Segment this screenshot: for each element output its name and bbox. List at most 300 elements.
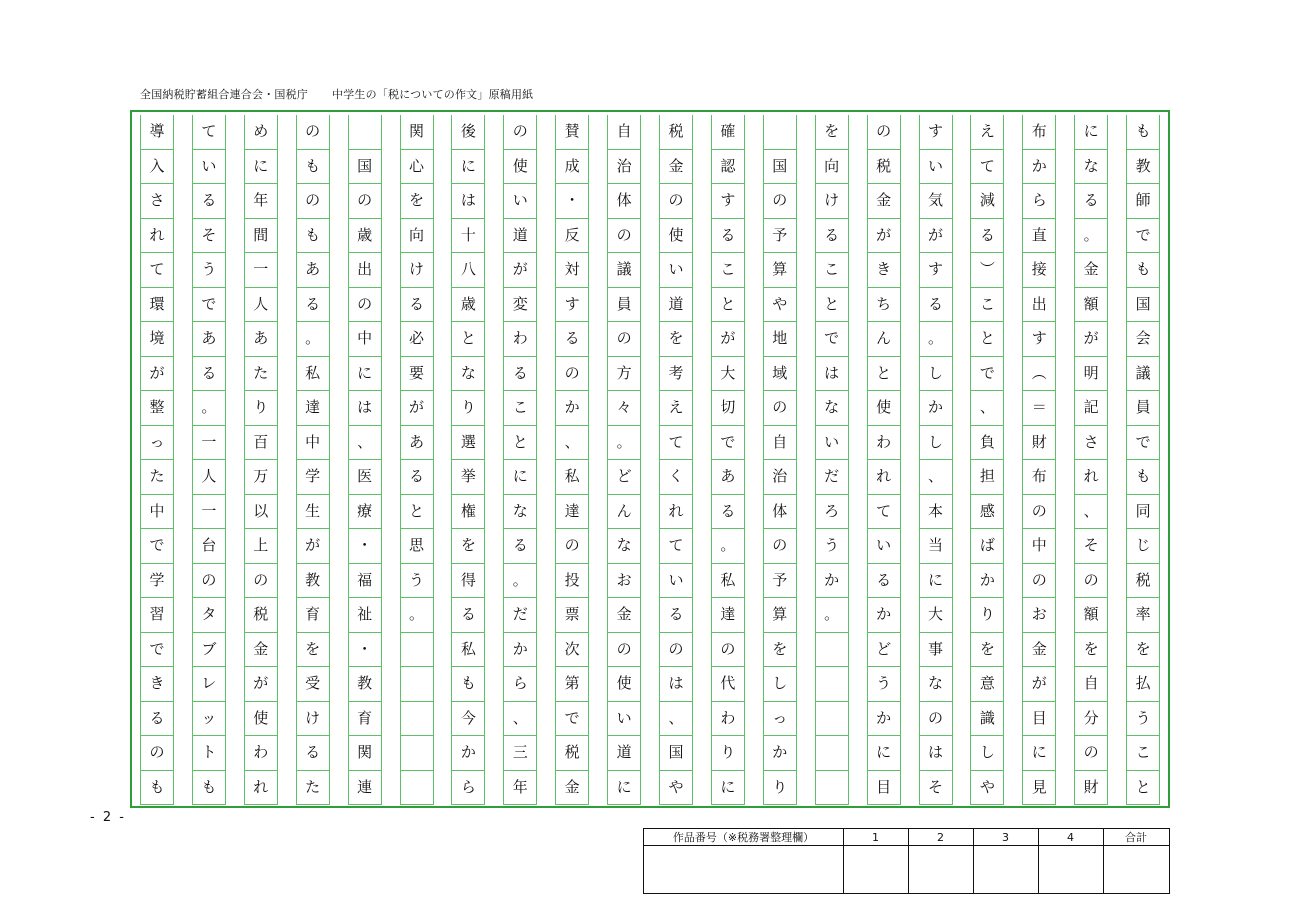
manuscript-cell: 育 [349,702,381,737]
manuscript-cell: ど [608,460,640,495]
manuscript-cell: や [971,771,1003,806]
manuscript-cell: し [920,357,952,392]
manuscript-cell: 治 [764,460,796,495]
manuscript-cell: が [712,322,744,357]
manuscript-cell: る [504,357,536,392]
manuscript-cell: に [608,771,640,806]
manuscript-cell: か [1023,150,1055,185]
manuscript-cell: の [141,736,173,771]
manuscript-grid [130,110,1170,808]
manuscript-cell: 中 [1023,529,1055,564]
manuscript-cell: 分 [1075,702,1107,737]
manuscript-cell: い [868,529,900,564]
manuscript-cell: 金 [608,598,640,633]
manuscript-cell: 中 [141,495,173,530]
manuscript-cell: し [764,667,796,702]
manuscript-cell: 反 [556,219,588,254]
manuscript-cell: 担 [971,460,1003,495]
manuscript-cell: 算 [764,253,796,288]
manuscript-cell: 思 [401,529,433,564]
manuscript-cell: る [816,219,848,254]
manuscript-cell: 療 [349,495,381,530]
manuscript-cell: 国 [1127,288,1159,323]
manuscript-cell: に [868,736,900,771]
manuscript-cell: 十 [452,219,484,254]
manuscript-cell: な [452,357,484,392]
manuscript-cell: っ [764,702,796,737]
manuscript-cell: う [401,564,433,599]
manuscript-cell: え [971,115,1003,150]
manuscript-cell [401,667,433,702]
manuscript-cell: 額 [1075,598,1107,633]
manuscript-cell: を [401,184,433,219]
manuscript-cell: す [712,184,744,219]
manuscript-cell: 金 [1023,633,1055,668]
manuscript-cell: が [1023,667,1055,702]
manuscript-cell: 会 [1127,322,1159,357]
manuscript-cell: 教 [297,564,329,599]
manuscript-column [867,115,901,805]
manuscript-cell: ど [868,633,900,668]
manuscript-cell: 確 [712,115,744,150]
manuscript-cell: の [556,357,588,392]
manuscript-cell: 使 [608,667,640,702]
manuscript-cell: 国 [349,150,381,185]
manuscript-cell: 。 [193,391,225,426]
manuscript-cell: の [608,219,640,254]
manuscript-cell: が [297,529,329,564]
manuscript-cell: 、 [556,426,588,461]
manuscript-cell: ・ [349,633,381,668]
scoring-table-header-row [644,829,1169,846]
manuscript-cell: う [1127,702,1159,737]
manuscript-cell [816,667,848,702]
manuscript-column [1022,115,1056,805]
manuscript-cell: わ [504,322,536,357]
manuscript-cell: 事 [920,633,952,668]
manuscript-cell: え [660,391,692,426]
manuscript-cell: 生 [297,495,329,530]
manuscript-cell: 達 [712,598,744,633]
manuscript-cell: い [816,426,848,461]
manuscript-cell: れ [868,460,900,495]
manuscript-cell: が [141,357,173,392]
manuscript-cell: は [349,391,381,426]
manuscript-cell: て [660,529,692,564]
manuscript-cell: が [868,219,900,254]
manuscript-cell: ん [608,495,640,530]
manuscript-cell: る [504,529,536,564]
scoring-header-cell: 1 [872,830,879,844]
manuscript-cell: す [920,253,952,288]
manuscript-cell: 台 [193,529,225,564]
manuscript-cell: で [1127,426,1159,461]
manuscript-cell: で [141,633,173,668]
manuscript-cell: 以 [245,495,277,530]
manuscript-cell: 。 [712,529,744,564]
manuscript-cell: 私 [452,633,484,668]
manuscript-cell: い [660,253,692,288]
manuscript-cell: は [660,667,692,702]
manuscript-cell: 達 [297,391,329,426]
manuscript-cell: す [1023,322,1055,357]
scoring-divider [1038,829,1039,893]
manuscript-cell: の [1075,564,1107,599]
manuscript-cell: り [764,771,796,806]
manuscript-cell: 布 [1023,460,1055,495]
manuscript-cell: そ [920,771,952,806]
manuscript-cell: 学 [141,564,173,599]
manuscript-cell: 必 [401,322,433,357]
manuscript-cell: に [920,564,952,599]
manuscript-cell: 選 [452,426,484,461]
manuscript-cell: 金 [245,633,277,668]
manuscript-cell: い [193,150,225,185]
manuscript-cell: と [452,322,484,357]
manuscript-column [400,115,434,805]
manuscript-cell: あ [401,426,433,461]
manuscript-cell: う [193,253,225,288]
manuscript-cell: 要 [401,357,433,392]
manuscript-column [815,115,849,805]
manuscript-cell: ろ [816,495,848,530]
manuscript-cell [401,736,433,771]
manuscript-cell: き [868,253,900,288]
manuscript-cell: そ [193,219,225,254]
manuscript-cell: す [556,288,588,323]
manuscript-cell: 道 [608,736,640,771]
manuscript-cell: 権 [452,495,484,530]
manuscript-cell: 認 [712,150,744,185]
manuscript-cell: 金 [556,771,588,806]
manuscript-cell: も [141,771,173,806]
manuscript-cell: し [971,736,1003,771]
manuscript-cell [816,702,848,737]
manuscript-cell: や [660,771,692,806]
manuscript-cell: の [868,115,900,150]
manuscript-cell: 道 [504,219,536,254]
manuscript-column [1074,115,1108,805]
manuscript-cell: 心 [401,150,433,185]
manuscript-cell: タ [193,598,225,633]
manuscript-cell: い [920,150,952,185]
manuscript-cell: 議 [1127,357,1159,392]
manuscript-cell: 変 [504,288,536,323]
manuscript-cell: 出 [1023,288,1055,323]
manuscript-cell: 向 [401,219,433,254]
scoring-header-cell: 3 [1002,830,1009,844]
manuscript-cell: か [868,702,900,737]
manuscript-cell: は [452,184,484,219]
manuscript-cell: り [452,391,484,426]
manuscript-column [451,115,485,805]
manuscript-column [659,115,693,805]
manuscript-cell: 得 [452,564,484,599]
manuscript-cell: わ [868,426,900,461]
manuscript-cell: を [764,633,796,668]
manuscript-cell: 習 [141,598,173,633]
manuscript-cell: て [660,426,692,461]
manuscript-cell: そ [1075,529,1107,564]
manuscript-cell: ＝ [1023,391,1055,426]
manuscript-cell: じ [1127,529,1159,564]
form-title: 中学生の「税についての作文」原稿用紙 [332,88,534,101]
manuscript-cell: 一 [193,495,225,530]
manuscript-cell: 金 [868,184,900,219]
manuscript-cell: 祉 [349,598,381,633]
manuscript-cell: い [660,564,692,599]
manuscript-cell: わ [245,736,277,771]
manuscript-cell: 教 [349,667,381,702]
manuscript-cell: 医 [349,460,381,495]
manuscript-cell: も [1127,460,1159,495]
manuscript-cell: る [712,495,744,530]
manuscript-cell: 。 [401,598,433,633]
manuscript-cell: ・ [349,529,381,564]
manuscript-cell: 、 [504,702,536,737]
manuscript-cell: の [764,391,796,426]
manuscript-cell: て [971,150,1003,185]
scoring-table [643,828,1170,894]
manuscript-cell: 接 [1023,253,1055,288]
manuscript-cell: 成 [556,150,588,185]
manuscript-cell: 本 [920,495,952,530]
manuscript-cell: て [141,253,173,288]
manuscript-column [192,115,226,805]
manuscript-cell: て [868,495,900,530]
manuscript-column [296,115,330,805]
manuscript-cell: の [1075,736,1107,771]
manuscript-cell: る [401,288,433,323]
manuscript-cell: 議 [608,253,640,288]
manuscript-cell: 明 [1075,357,1107,392]
manuscript-cell: お [1023,598,1055,633]
manuscript-cell: 後 [452,115,484,150]
manuscript-cell: に [1075,115,1107,150]
manuscript-cell: こ [971,288,1003,323]
manuscript-cell: る [401,460,433,495]
scoring-divider [973,829,974,893]
manuscript-cell: 、 [920,460,952,495]
manuscript-cell: あ [712,460,744,495]
manuscript-cell: た [245,357,277,392]
manuscript-cell: 歳 [452,288,484,323]
manuscript-cell: の [1023,495,1055,530]
manuscript-cell: 税 [868,150,900,185]
manuscript-cell: 百 [245,426,277,461]
manuscript-cell: る [193,357,225,392]
manuscript-cell: 。 [608,426,640,461]
manuscript-cell: い [504,184,536,219]
manuscript-cell: 記 [1075,391,1107,426]
manuscript-cell: ッ [193,702,225,737]
manuscript-column [711,115,745,805]
manuscript-cell: 導 [141,115,173,150]
manuscript-cell: と [401,495,433,530]
manuscript-cell: で [193,288,225,323]
organization-name: 全国納税貯蓄組合連合会・国税庁 [140,88,308,101]
manuscript-cell [401,771,433,806]
manuscript-cell: ブ [193,633,225,668]
manuscript-cell: 布 [1023,115,1055,150]
manuscript-cell: の [349,184,381,219]
manuscript-cell: を [452,529,484,564]
manuscript-cell [349,115,381,150]
manuscript-cell: 予 [764,564,796,599]
manuscript-cell: は [816,357,848,392]
manuscript-cell: 識 [971,702,1003,737]
manuscript-cell: 環 [141,288,173,323]
manuscript-cell: 中 [297,426,329,461]
manuscript-cell: れ [1075,460,1107,495]
manuscript-cell: 三 [504,736,536,771]
manuscript-cell: 国 [764,150,796,185]
manuscript-cell: 目 [1023,702,1055,737]
manuscript-cell: こ [712,253,744,288]
manuscript-cell: で [712,426,744,461]
manuscript-cell: 減 [971,184,1003,219]
manuscript-cell: 八 [452,253,484,288]
manuscript-cell: う [868,667,900,702]
manuscript-cell: の [556,529,588,564]
manuscript-cell: 体 [764,495,796,530]
manuscript-cell: が [401,391,433,426]
manuscript-cell: で [556,702,588,737]
manuscript-cell: 税 [556,736,588,771]
manuscript-cell: る [868,564,900,599]
manuscript-cell: か [556,391,588,426]
manuscript-cell: 育 [297,598,329,633]
manuscript-cell: 、 [1075,495,1107,530]
manuscript-cell: 金 [1075,253,1107,288]
manuscript-cell: で [816,322,848,357]
manuscript-cell: を [660,322,692,357]
scoring-divider [843,829,844,893]
manuscript-cell: り [712,736,744,771]
manuscript-cell: 票 [556,598,588,633]
manuscript-cell: 域 [764,357,796,392]
manuscript-cell: ・ [556,184,588,219]
manuscript-column [503,115,537,805]
manuscript-cell: 払 [1127,667,1159,702]
manuscript-cell: 一 [193,426,225,461]
manuscript-cell: を [971,633,1003,668]
manuscript-cell: 感 [971,495,1003,530]
manuscript-cell: と [712,288,744,323]
manuscript-cell: 。 [1075,219,1107,254]
manuscript-cell: 一 [245,253,277,288]
manuscript-cell: の [193,564,225,599]
manuscript-cell: 地 [764,322,796,357]
manuscript-cell: か [816,564,848,599]
manuscript-cell: 。 [504,564,536,599]
manuscript-cell: る [297,736,329,771]
manuscript-cell: 財 [1075,771,1107,806]
manuscript-cell: も [1127,253,1159,288]
manuscript-cell: 自 [764,426,796,461]
manuscript-cell: け [816,184,848,219]
manuscript-cell: レ [193,667,225,702]
manuscript-cell: 算 [764,598,796,633]
manuscript-cell: 歳 [349,219,381,254]
manuscript-cell: 財 [1023,426,1055,461]
manuscript-cell: 万 [245,460,277,495]
manuscript-cell: 当 [920,529,952,564]
manuscript-cell: 教 [1127,150,1159,185]
manuscript-cell: ︶ [971,253,1003,288]
manuscript-cell: で [971,357,1003,392]
form-header [140,86,533,102]
manuscript-cell: 、 [660,702,692,737]
manuscript-cell: 整 [141,391,173,426]
manuscript-cell: た [297,771,329,806]
manuscript-cell: 対 [556,253,588,288]
manuscript-cell: 同 [1127,495,1159,530]
manuscript-column [919,115,953,805]
manuscript-cell: 私 [556,460,588,495]
manuscript-cell: 。 [920,322,952,357]
manuscript-cell: 人 [245,288,277,323]
manuscript-cell: あ [297,253,329,288]
manuscript-cell: さ [141,184,173,219]
manuscript-cell: 自 [608,115,640,150]
manuscript-cell: く [660,460,692,495]
manuscript-cell: 額 [1075,288,1107,323]
manuscript-cell: れ [245,771,277,806]
manuscript-cell: 税 [660,115,692,150]
manuscript-cell: る [660,598,692,633]
manuscript-cell: い [608,702,640,737]
manuscript-cell: る [297,288,329,323]
manuscript-cell: 上 [245,529,277,564]
manuscript-cell: き [141,667,173,702]
manuscript-cell: と [816,288,848,323]
manuscript-cell: ら [452,771,484,806]
manuscript-cell: 福 [349,564,381,599]
manuscript-cell: り [245,391,277,426]
manuscript-cell: ば [971,529,1003,564]
manuscript-cell: の [764,184,796,219]
manuscript-cell: 。 [816,598,848,633]
manuscript-cell: 人 [193,460,225,495]
manuscript-cell: め [245,115,277,150]
manuscript-cell: も [297,150,329,185]
manuscript-cell: 見 [1023,771,1055,806]
manuscript-cell: 関 [349,736,381,771]
manuscript-cell: の [245,564,277,599]
manuscript-cell: 年 [245,184,277,219]
manuscript-cell: の [297,115,329,150]
manuscript-cell: 第 [556,667,588,702]
manuscript-cell: だ [816,460,848,495]
manuscript-cell: ん [868,322,900,357]
manuscript-cell: で [141,529,173,564]
manuscript-cell: 直 [1023,219,1055,254]
manuscript-cell: 賛 [556,115,588,150]
manuscript-cell: さ [1075,426,1107,461]
manuscript-cell: の [608,633,640,668]
manuscript-cell: 間 [245,219,277,254]
manuscript-cell: か [764,736,796,771]
manuscript-cell: を [297,633,329,668]
manuscript-cell: る [452,598,484,633]
manuscript-cell: を [816,115,848,150]
manuscript-cell: な [608,529,640,564]
manuscript-cell: も [297,219,329,254]
manuscript-cell: 投 [556,564,588,599]
manuscript-column [348,115,382,805]
manuscript-cell: 学 [297,460,329,495]
